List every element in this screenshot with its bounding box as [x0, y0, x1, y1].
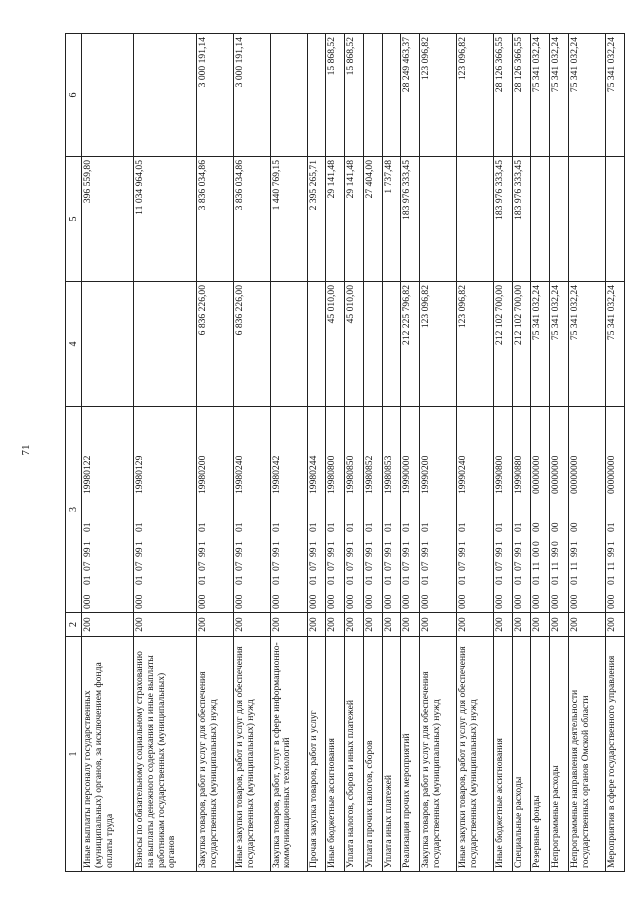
code-segment: 99 [456, 547, 468, 557]
code-segment: 000 [363, 594, 375, 609]
code-segment: 000 [568, 594, 580, 609]
code-segment: 200 [196, 455, 208, 470]
admin-code-cell: 200 [134, 613, 197, 637]
code-segment: 01 [605, 522, 617, 532]
code-segment: 01 [196, 575, 208, 585]
classification-code-cell [82, 407, 134, 613]
code-segment: 01 [233, 522, 245, 532]
code-segment: 000 [307, 594, 319, 609]
row-name-cell: Уплата налогов, сборов и иных платежей [345, 637, 364, 872]
table-row [270, 34, 307, 872]
amount-cell-c6: 75 341 032,24 [550, 34, 569, 157]
admin-code-cell: 200 [401, 613, 420, 637]
classification-code-cell [345, 407, 364, 613]
amount-cell-c5 [531, 157, 550, 282]
code-segment: 01 [326, 522, 338, 532]
classification-code-cell [493, 407, 512, 613]
code-segment: 01 [382, 575, 394, 585]
amount-cell-c6: 28 249 463,37 [401, 34, 420, 157]
code-segment: 01 [345, 522, 357, 532]
code-segment: 01 [363, 575, 375, 585]
admin-code-cell: 200 [363, 613, 382, 637]
code-segment: 240 [233, 455, 245, 470]
code-segment: 00 [568, 522, 580, 532]
code-segment: 11 [531, 561, 543, 571]
classification-code-cell [550, 407, 569, 613]
rotated-table-container [65, 34, 625, 872]
code-segment: 880 [512, 455, 524, 470]
row-name-cell: Закупка товаров, работ и услуг для обеспечения государственных (муниципальных) нужд [420, 637, 457, 872]
classification-code-cell [233, 407, 270, 613]
amount-cell-c5: 1 737,48 [382, 157, 401, 282]
classification-code-cell [270, 407, 307, 613]
amount-cell-c5 [456, 157, 493, 282]
code-segment: 1 [605, 541, 617, 546]
amount-cell-c4: 123 096,82 [420, 282, 457, 407]
row-name-cell: Закупка товаров, работ и услуг для обеспечения государственных (муниципальных) нужд [196, 637, 233, 872]
amount-cell-c6: 123 096,82 [456, 34, 493, 157]
code-segment: 000 [568, 455, 580, 470]
amount-cell-c4: 75 341 032,24 [605, 282, 624, 407]
code-segment: 00000 [550, 470, 562, 494]
admin-code-cell: 200 [382, 613, 401, 637]
code-segment: 19980 [196, 470, 208, 494]
code-segment: 00000 [605, 470, 617, 494]
amount-cell-c6: 3 000 191,14 [233, 34, 270, 157]
code-segment: 1 [233, 541, 245, 546]
admin-code-cell: 200 [550, 613, 569, 637]
classification-code-cell [382, 407, 401, 613]
code-segment: 1 [493, 541, 505, 546]
code-segment: 1 [326, 541, 338, 546]
code-segment: 01 [493, 522, 505, 532]
code-segment: 01 [531, 575, 543, 585]
amount-cell-c4 [307, 282, 326, 407]
header-cell: 2 [66, 613, 82, 637]
code-segment: 000 [512, 594, 524, 609]
code-segment: 07 [196, 561, 208, 571]
table-row [568, 34, 605, 872]
code-segment: 000 [420, 594, 432, 609]
code-segment: 000 [382, 594, 394, 609]
code-segment: 01 [196, 522, 208, 532]
amount-cell-c5: 2 395 265,71 [307, 157, 326, 282]
amount-cell-c4: 6 836 226,00 [233, 282, 270, 407]
code-segment: 1 [382, 541, 394, 546]
code-segment: 00 [531, 547, 543, 557]
classification-code-cell [196, 407, 233, 613]
amount-cell-c4: 75 341 032,24 [531, 282, 550, 407]
code-segment: 11 [568, 561, 580, 571]
code-segment: 19980 [382, 470, 394, 494]
row-name-cell: Непрограммные направления деятельности государственных органов Омской области [568, 637, 605, 872]
code-segment: 000 [493, 594, 505, 609]
classification-code-cell [456, 407, 493, 613]
code-segment: 99 [420, 547, 432, 557]
code-segment: 01 [270, 575, 282, 585]
row-name-cell: Реализация прочих мероприятий [401, 637, 420, 872]
code-segment: 01 [382, 522, 394, 532]
admin-code-cell: 200 [531, 613, 550, 637]
code-segment: 19980 [363, 470, 375, 494]
header-cell: 6 [66, 34, 82, 157]
code-segment: 1 [456, 541, 468, 546]
code-segment: 000 [550, 594, 562, 609]
code-segment: 000 [550, 455, 562, 470]
amount-cell-c5 [550, 157, 569, 282]
amount-cell-c4: 75 341 032,24 [550, 282, 569, 407]
code-segment: 07 [326, 561, 338, 571]
code-segment: 07 [233, 561, 245, 571]
code-segment: 19980 [270, 470, 282, 494]
header-cell: 4 [66, 282, 82, 407]
amount-cell-c5: 29 141,48 [345, 157, 364, 282]
code-segment: 129 [134, 455, 146, 470]
code-segment: 244 [307, 455, 319, 470]
code-segment: 0 [550, 541, 562, 546]
row-name-cell: Уплата иных платежей [382, 637, 401, 872]
code-segment: 01 [82, 575, 94, 585]
amount-cell-c6: 28 126 366,55 [512, 34, 531, 157]
code-segment: 000 [270, 594, 282, 609]
amount-cell-c5: 27 404,00 [363, 157, 382, 282]
admin-code-cell: 200 [493, 613, 512, 637]
code-segment: 07 [382, 561, 394, 571]
table-row [82, 34, 134, 872]
admin-code-cell: 200 [326, 613, 345, 637]
table-row [531, 34, 550, 872]
amount-cell-c4: 6 836 226,00 [196, 282, 233, 407]
code-segment: 07 [456, 561, 468, 571]
code-segment: 07 [363, 561, 375, 571]
code-segment: 01 [345, 575, 357, 585]
amount-cell-c5: 183 976 333,45 [512, 157, 531, 282]
table-row [307, 34, 326, 872]
row-name-cell: Иные закупки товаров, работ и услуг для обеспечения государственных (муниципальных) нужд [456, 637, 493, 872]
code-segment: 242 [270, 455, 282, 470]
code-segment: 19990 [456, 470, 468, 494]
code-segment: 240 [456, 455, 468, 470]
code-segment: 01 [307, 575, 319, 585]
amount-cell-c4: 45 010,00 [326, 282, 345, 407]
row-name-cell: Мероприятия в сфере государственного управления [605, 637, 624, 872]
amount-cell-c6: 75 341 032,24 [605, 34, 624, 157]
code-segment: 1 [307, 541, 319, 546]
admin-code-cell: 200 [196, 613, 233, 637]
amount-cell-c5: 183 976 333,45 [493, 157, 512, 282]
row-name-cell: Закупка товаров, работ, услуг в сфере информационно-коммуникационных технологий [270, 637, 307, 872]
code-segment: 99 [568, 547, 580, 557]
amount-cell-c4 [363, 282, 382, 407]
classification-code-cell [420, 407, 457, 613]
amount-cell-c6 [382, 34, 401, 157]
code-segment: 01 [456, 575, 468, 585]
table-row [134, 34, 197, 872]
amount-cell-c4: 123 096,82 [456, 282, 493, 407]
amount-cell-c6: 75 341 032,24 [531, 34, 550, 157]
code-segment: 99 [270, 547, 282, 557]
code-segment: 01 [605, 575, 617, 585]
code-segment: 19990 [493, 470, 505, 494]
admin-code-cell: 200 [270, 613, 307, 637]
amount-cell-c6 [134, 34, 197, 157]
code-segment: 000 [456, 594, 468, 609]
code-segment: 853 [382, 455, 394, 470]
code-segment: 850 [345, 455, 357, 470]
row-name-cell: Иные выплаты персоналу государственных (муниципальных) органов, за исключением фонда оплаты труда [82, 637, 134, 872]
code-segment: 1 [345, 541, 357, 546]
code-segment: 000 [82, 594, 94, 609]
code-segment: 1 [420, 541, 432, 546]
code-segment: 19980 [326, 470, 338, 494]
code-segment: 01 [550, 575, 562, 585]
code-segment: 000 [326, 594, 338, 609]
row-name-cell: Резервные фонды [531, 637, 550, 872]
code-segment: 19980 [82, 470, 94, 494]
amount-cell-c5: 29 141,48 [326, 157, 345, 282]
table-row [233, 34, 270, 872]
amount-cell-c4: 212 102 700,00 [512, 282, 531, 407]
code-segment: 00 [550, 522, 562, 532]
amount-cell-c4 [270, 282, 307, 407]
code-segment: 99 [550, 547, 562, 557]
code-segment: 1 [270, 541, 282, 546]
code-segment: 99 [382, 547, 394, 557]
code-segment: 000 [345, 594, 357, 609]
table-row [345, 34, 364, 872]
code-segment: 000 [531, 455, 543, 470]
admin-code-cell: 200 [233, 613, 270, 637]
code-segment: 07 [345, 561, 357, 571]
amount-cell-c6 [363, 34, 382, 157]
classification-code-cell [512, 407, 531, 613]
code-segment: 000 [605, 594, 617, 609]
code-segment: 000 [531, 594, 543, 609]
code-segment: 99 [401, 547, 413, 557]
admin-code-cell: 200 [420, 613, 457, 637]
amount-cell-c5: 396 559,80 [82, 157, 134, 282]
code-segment: 01 [401, 522, 413, 532]
code-segment: 1 [363, 541, 375, 546]
code-segment: 99 [307, 547, 319, 557]
row-name-cell: Иные закупки товаров, работ и услуг для обеспечения государственных (муниципальных) нужд [233, 637, 270, 872]
code-segment: 1 [134, 541, 146, 546]
table-row [326, 34, 345, 872]
admin-code-cell: 200 [82, 613, 134, 637]
code-segment: 11 [605, 561, 617, 571]
code-segment: 01 [134, 575, 146, 585]
code-segment: 800 [326, 455, 338, 470]
amount-cell-c6 [307, 34, 326, 157]
code-segment: 01 [401, 575, 413, 585]
code-segment: 11 [550, 561, 562, 571]
code-segment: 1 [401, 541, 413, 546]
admin-code-cell: 200 [307, 613, 326, 637]
code-segment: 000 [401, 594, 413, 609]
code-segment: 1 [82, 541, 94, 546]
classification-code-cell [134, 407, 197, 613]
code-segment: 07 [307, 561, 319, 571]
code-segment: 19980 [307, 470, 319, 494]
header-cell: 5 [66, 157, 82, 282]
code-segment: 99 [363, 547, 375, 557]
amount-cell-c5: 11 034 964,05 [134, 157, 197, 282]
code-segment: 07 [401, 561, 413, 571]
row-name-cell: Уплата прочих налогов, сборов [363, 637, 382, 872]
amount-cell-c4 [134, 282, 197, 407]
row-name-cell: Иные бюджетные ассигнования [493, 637, 512, 872]
amount-cell-c4: 212 225 796,82 [401, 282, 420, 407]
header-cell: 1 [66, 637, 82, 872]
code-segment: 19990 [401, 470, 413, 494]
code-segment: 00 [531, 522, 543, 532]
row-name-cell: Непрограммные расходы [550, 637, 569, 872]
code-segment: 000 [134, 594, 146, 609]
code-segment: 200 [420, 455, 432, 470]
code-segment: 1 [568, 541, 580, 546]
amount-cell-c6 [270, 34, 307, 157]
code-segment: 00000 [568, 470, 580, 494]
code-segment: 19990 [512, 470, 524, 494]
classification-code-cell [307, 407, 326, 613]
amount-cell-c4 [82, 282, 134, 407]
code-segment: 000 [233, 594, 245, 609]
amount-cell-c4 [382, 282, 401, 407]
amount-cell-c5: 1 440 769,15 [270, 157, 307, 282]
code-segment: 19990 [420, 470, 432, 494]
table-row [196, 34, 233, 872]
code-segment: 000 [401, 455, 413, 470]
amount-cell-c6: 3 000 191,14 [196, 34, 233, 157]
code-segment: 99 [233, 547, 245, 557]
amount-cell-c4: 212 102 700,00 [493, 282, 512, 407]
classification-code-cell [363, 407, 382, 613]
amount-cell-c4: 45 010,00 [345, 282, 364, 407]
code-segment: 122 [82, 455, 94, 470]
amount-cell-c5: 3 836 034,86 [196, 157, 233, 282]
amount-cell-c5: 183 976 333,45 [401, 157, 420, 282]
code-segment: 07 [493, 561, 505, 571]
classification-code-cell [605, 407, 624, 613]
code-segment: 07 [512, 561, 524, 571]
table-row [382, 34, 401, 872]
code-segment: 1 [512, 541, 524, 546]
code-segment: 99 [605, 547, 617, 557]
amount-cell-c5: 3 836 034,86 [233, 157, 270, 282]
classification-code-cell [531, 407, 550, 613]
code-segment: 01 [233, 575, 245, 585]
table-row [550, 34, 569, 872]
code-segment: 01 [420, 575, 432, 585]
row-name-cell: Прочая закупка товаров, работ и услуг [307, 637, 326, 872]
code-segment: 00000 [531, 470, 543, 494]
amount-cell-c6: 28 126 366,55 [493, 34, 512, 157]
code-segment: 1 [196, 541, 208, 546]
table-row [420, 34, 457, 872]
code-segment: 01 [307, 522, 319, 532]
code-segment: 99 [134, 547, 146, 557]
row-name-cell: Взносы по обязательному социальному страхованию на выплаты денежного содержания и иные выплаты работникам государственных (муниципальных) органов [134, 637, 197, 872]
table-row [363, 34, 382, 872]
amount-cell-c4: 75 341 032,24 [568, 282, 605, 407]
table-row [456, 34, 493, 872]
row-name-cell: Иные бюджетные ассигнования [326, 637, 345, 872]
code-segment: 19980 [345, 470, 357, 494]
classification-code-cell [326, 407, 345, 613]
page-number: 71 [20, 444, 32, 456]
amount-cell-c5 [568, 157, 605, 282]
table-row [512, 34, 531, 872]
code-segment: 01 [456, 522, 468, 532]
code-segment: 07 [134, 561, 146, 571]
code-segment: 852 [363, 455, 375, 470]
code-segment: 01 [512, 522, 524, 532]
amount-cell-c6: 15 868,52 [326, 34, 345, 157]
row-name-cell: Специальные расходы [512, 637, 531, 872]
code-segment: 07 [82, 561, 94, 571]
code-segment: 07 [270, 561, 282, 571]
admin-code-cell: 200 [345, 613, 364, 637]
amount-cell-c6: 123 096,82 [420, 34, 457, 157]
code-segment: 99 [512, 547, 524, 557]
code-segment: 99 [493, 547, 505, 557]
table-row [605, 34, 624, 872]
table-row [401, 34, 420, 872]
amount-cell-c5 [605, 157, 624, 282]
code-segment: 99 [326, 547, 338, 557]
amount-cell-c6: 75 341 032,24 [568, 34, 605, 157]
code-segment: 000 [605, 455, 617, 470]
header-cell: 3 [66, 407, 82, 613]
code-segment: 99 [196, 547, 208, 557]
code-segment: 19980 [233, 470, 245, 494]
budget-table [65, 33, 625, 872]
code-segment: 01 [493, 575, 505, 585]
code-segment: 01 [512, 575, 524, 585]
table-body [82, 34, 625, 872]
code-segment: 01 [134, 522, 146, 532]
code-segment: 01 [363, 522, 375, 532]
code-segment: 0 [531, 541, 543, 546]
code-segment: 01 [82, 522, 94, 532]
code-segment: 01 [568, 575, 580, 585]
code-segment: 19980 [134, 470, 146, 494]
admin-code-cell: 200 [512, 613, 531, 637]
code-segment: 800 [493, 455, 505, 470]
classification-code-cell [401, 407, 420, 613]
admin-code-cell: 200 [568, 613, 605, 637]
amount-cell-c5 [420, 157, 457, 282]
code-segment: 99 [345, 547, 357, 557]
header-row [66, 34, 82, 872]
amount-cell-c6: 15 868,52 [345, 34, 364, 157]
admin-code-cell: 200 [456, 613, 493, 637]
code-segment: 01 [270, 522, 282, 532]
table-row [493, 34, 512, 872]
amount-cell-c6 [82, 34, 134, 157]
code-segment: 07 [420, 561, 432, 571]
code-segment: 000 [196, 594, 208, 609]
code-segment: 01 [420, 522, 432, 532]
admin-code-cell: 200 [605, 613, 624, 637]
code-segment: 99 [82, 547, 94, 557]
classification-code-cell [568, 407, 605, 613]
code-segment: 01 [326, 575, 338, 585]
